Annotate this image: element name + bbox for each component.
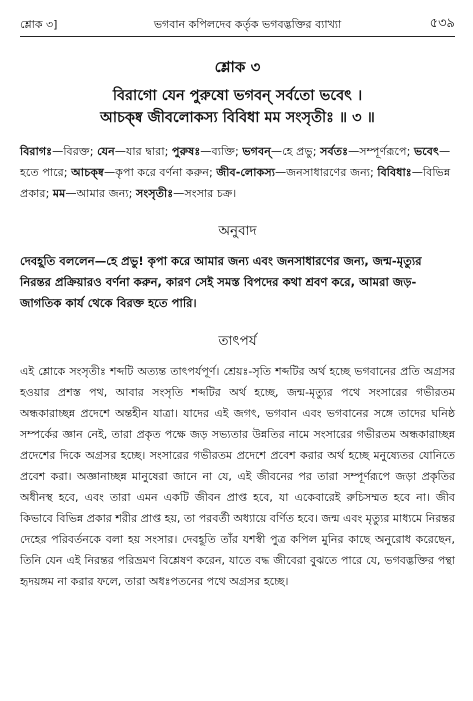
synonym-meaning: —বিরক্ত; (52, 145, 98, 158)
synonym-meaning: —হে প্রভু; (270, 145, 321, 158)
synonyms-paragraph (20, 141, 455, 204)
page-content (20, 56, 455, 592)
verse-line-2: আচক্ষ্ব জীবলোকস্য বিবিধা মম সংসৃতীঃ ॥ ৩ ॥ (100, 110, 375, 126)
synonym-word: মম (52, 187, 66, 200)
synonym-meaning: —সম্পূর্ণরূপে; (348, 145, 414, 158)
verse-line-1: বিরাগো যেন পুরুষো ভগবন্ সর্বতো ভবেৎ । (112, 88, 363, 104)
synonym-word: বিবিধাঃ (377, 166, 412, 179)
synonym-word: সর্বতঃ (320, 145, 349, 158)
running-header (20, 14, 455, 34)
synonym-word: ভবেৎ (413, 145, 440, 158)
synonym-meaning: —ব্যক্তি; (200, 145, 243, 158)
header-verse-ref: শ্লোক ৩] (20, 18, 58, 31)
header-chapter-title: ভগবান কপিলদেব কর্তৃক ভগবদ্ভক্তির ব্যাখ্যা (153, 18, 342, 31)
translation-heading: অনুবাদ (218, 223, 257, 239)
synonym-meaning: —আমার জন্য; (65, 187, 137, 200)
synonym-word: আচক্ষ্ব (71, 166, 104, 179)
synonym-meaning: —জনসাধারণের জন্য; (274, 166, 378, 179)
synonym-word: পুরুষঃ (171, 145, 201, 158)
synonym-meaning: —হতে পারে; (20, 145, 451, 179)
synonym-word: সংসৃতীঃ (136, 187, 174, 200)
synonym-word: ভগবন্ (242, 145, 271, 158)
synonym-meaning: —সংসার চক্র। (173, 187, 237, 200)
synonym-word: বিরাগঃ (20, 145, 53, 158)
synonym-meaning: —যার দ্বারা; (114, 145, 172, 158)
synonym-meaning: —বিভিন্ন প্রকার; (20, 166, 451, 200)
purport-text: এই শ্লোকে সংসৃতীঃ শব্দটি অত্যন্ত তাৎপর্যপূর্ণ। শ্রেয়ঃ-সৃতি শব্দটির অর্থ হচ্ছে ভগবানের প্রতি অগ্রসর হওয়ার প্রশস্ত পথ, আবার সংসৃতি শব্দটির অর্থ হচ্ছে, জন্ম-মৃত্যুর পথে সংসারের গভীরতম অন্ধকারাচ্ছন্ন প্রদেশে অন্তহীন যাত্রা। যাদের এই জগৎ, ভগবান এবং ভগবানের সঙ্গে তাদের ঘনিষ্ঠ সম্পর্কের জ্ঞান নেই, তারা প্রকৃত পক্ষে জড় সভ্যতার উন্নতির নামে সংসারের গভীরতম অন্ধকারাচ্ছন্ন প্রদেশের দিকে অগ্রসর হচ্ছে। সংসারের গভীরতম প্রদেশে প্রবেশ করার অর্থ হচ্ছে মনুষ্যেতর যোনিতে প্রবেশ করা। অজ্ঞানাচ্ছন্ন মানুষেরা জানে না যে, এই জীবনের পর তারা সম্পূর্ণরূপে জড়া প্রকৃতির অধীনস্থ হবে, এবং তারা এমন একটি জীবন প্রাপ্ত হবে, যা একেবারেই রুচিসম্মত হবে না। জীব কিভাবে বিভিন্ন প্রকার শরীর প্রাপ্ত হয়, তা পরবর্তী অধ্যায়ে বর্ণিত হবে। জন্ম এবং মৃত্যুর মাধ্যমে নিরন্তর দেহের পরিবর্তনকে বলা হয় সংসার। দেবহূতি তাঁর যশস্বী পুত্র কপিল মুনির কাছে অনুরোধ করেছেন, তিনি যেন এই নিরন্তর পরিভ্রমণ বিশ্লেষণ করেন, যাতে বদ্ধ জীবেরা বুঝতে পারে যে, ভগবদ্ভক্তির পন্থা হৃদয়ঙ্গম না করার ফলে, তারা অধঃপতনের পথে অগ্রসর হচ্ছে। (20, 365, 455, 588)
page-number: ৫৩৯ (429, 16, 455, 31)
header-rule (20, 36, 455, 37)
synonym-meaning: —কৃপা করে বর্ণনা করুন; (103, 166, 217, 179)
synonym-word: যেন (97, 145, 115, 158)
translation-text: দেবহূতি বললেন—হে প্রভু! কৃপা করে আমার জন্য এবং জনসাধারণের জন্য, জন্ম-মৃত্যুর নিরন্তর প্রক্রিয়ারও বর্ণনা করুন, কারণ সেই সমস্ত বিপদের কথা শ্রবণ করে, আমরা জড়-জাগতিক কার্য থেকে বিরক্ত হতে পারি। (20, 254, 422, 310)
verse-title: শ্লোক ৩ (214, 58, 261, 76)
purport-heading: তাৎপর্য (218, 333, 257, 349)
synonym-word: জীব-লোকস্য (216, 166, 275, 179)
